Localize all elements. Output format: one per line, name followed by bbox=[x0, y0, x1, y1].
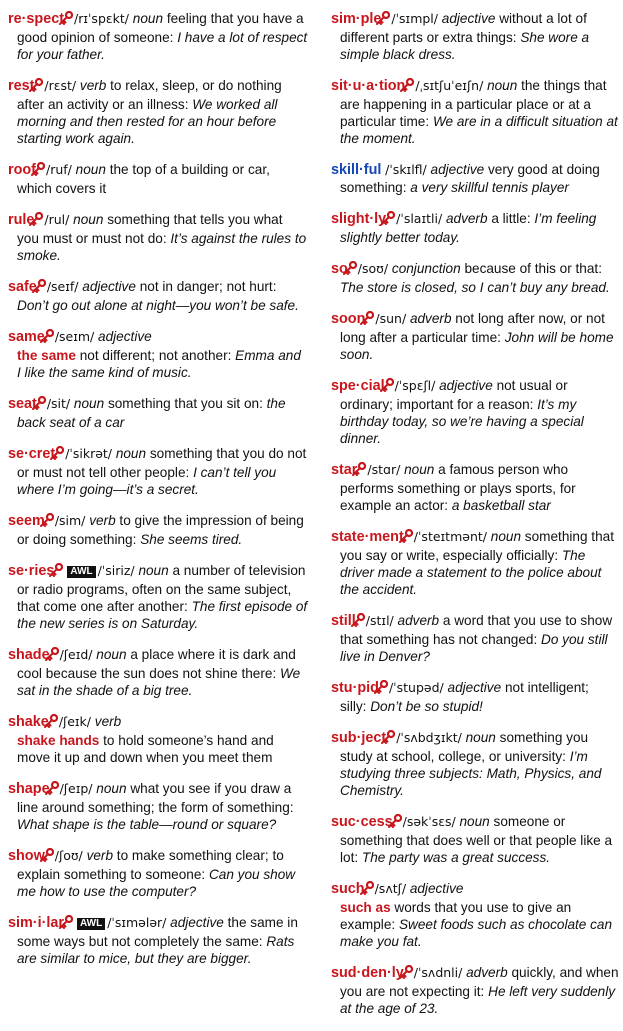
definition: a place where it is dark and cool because the sun does not shine there: bbox=[17, 647, 296, 681]
dictionary-entry bbox=[8, 646, 308, 699]
example: the back seat of a car bbox=[17, 396, 286, 430]
part-of-speech: adjective bbox=[409, 881, 464, 896]
example: She seems tired. bbox=[140, 532, 243, 547]
headword[interactable]: shape bbox=[8, 781, 50, 797]
definition: not in danger; not hurt: bbox=[139, 279, 277, 294]
key-icon bbox=[408, 78, 414, 96]
headword[interactable]: skill·ful bbox=[331, 162, 382, 178]
example: I’m feeling slightly better today. bbox=[340, 211, 597, 245]
definition: the top of a building or car, which covers it bbox=[17, 162, 270, 196]
dictionary-entry bbox=[331, 10, 619, 63]
example: What shape is the table—round or square? bbox=[17, 817, 277, 832]
example: The first episode of the new series is on Saturday. bbox=[17, 599, 308, 631]
key-icon bbox=[368, 311, 374, 329]
pronunciation: /ʃeɪp/ bbox=[59, 781, 93, 796]
key-icon bbox=[389, 211, 395, 229]
example: We worked all morning and then rested for an hour before starting work again. bbox=[17, 97, 278, 146]
part-of-speech: noun bbox=[459, 814, 490, 829]
part-of-speech: adjective bbox=[439, 378, 493, 393]
awl-badge: AWL bbox=[77, 918, 105, 930]
key-icon bbox=[389, 730, 395, 748]
headword[interactable]: sim·ple bbox=[331, 11, 382, 27]
definition: very good at doing something: bbox=[340, 162, 600, 195]
pronunciation: /ˈsʌdnli/ bbox=[413, 965, 463, 980]
example: Don’t be so stupid! bbox=[370, 699, 483, 714]
pronunciation: /ˈsɪmpl/ bbox=[391, 11, 438, 26]
part-of-speech: noun bbox=[404, 462, 435, 477]
key-icon bbox=[48, 329, 54, 347]
part-of-speech: noun bbox=[132, 11, 164, 26]
dictionary-entry bbox=[331, 528, 619, 598]
pronunciation: /ʃoʊ/ bbox=[54, 848, 83, 863]
phrase: the same bbox=[17, 348, 76, 363]
key-icon bbox=[67, 915, 73, 933]
part-of-speech: noun bbox=[115, 446, 147, 461]
key-icon bbox=[407, 529, 413, 547]
headword[interactable]: safe bbox=[8, 279, 37, 295]
pronunciation: /rɛst/ bbox=[44, 78, 77, 93]
pronunciation: /ˈslaɪtli/ bbox=[396, 211, 443, 226]
part-of-speech: conjunction bbox=[391, 261, 461, 276]
example: Don’t go out alone at night—you won’t be safe. bbox=[17, 298, 299, 313]
left-column bbox=[8, 10, 308, 981]
part-of-speech: verb bbox=[94, 714, 122, 729]
example: Can you show me how to use the computer? bbox=[17, 867, 296, 899]
pronunciation: /ˈsʌbdʒɪkt/ bbox=[396, 730, 462, 745]
headword[interactable]: spe·cial bbox=[331, 378, 385, 394]
dictionary-entry bbox=[8, 713, 308, 766]
headword[interactable]: show bbox=[8, 848, 45, 864]
dictionary-entry bbox=[331, 813, 619, 866]
pronunciation: /stɑr/ bbox=[367, 462, 401, 477]
pronunciation: /ˈsikrət/ bbox=[65, 446, 113, 461]
phrase: shake hands bbox=[17, 733, 100, 748]
headword[interactable]: sud·den·ly bbox=[331, 965, 404, 981]
headword[interactable]: seem bbox=[8, 513, 45, 529]
example: We sat in the shade of a big tree. bbox=[17, 666, 301, 698]
dictionary-entry bbox=[331, 964, 619, 1017]
part-of-speech: noun bbox=[465, 730, 496, 745]
dictionary-entry bbox=[331, 310, 619, 363]
part-of-speech: adjective bbox=[447, 680, 502, 695]
dictionary-entry bbox=[8, 562, 308, 632]
key-icon bbox=[382, 680, 388, 698]
headword[interactable]: stu·pid bbox=[331, 680, 379, 696]
key-icon bbox=[368, 881, 374, 899]
part-of-speech: noun bbox=[75, 162, 106, 177]
definition: quickly, and when you are not expecting it: bbox=[340, 965, 619, 999]
dictionary-entry bbox=[8, 211, 308, 264]
part-of-speech: adjective bbox=[441, 11, 496, 26]
example: I’m studying three subjects: Math, Physics, and Chemistry. bbox=[340, 749, 602, 798]
part-of-speech: noun bbox=[73, 212, 104, 227]
key-icon bbox=[57, 563, 63, 581]
pronunciation: /ˈsɪmələr/ bbox=[107, 915, 167, 930]
key-icon bbox=[388, 378, 394, 396]
pronunciation: /səkˈsɛs/ bbox=[402, 814, 456, 829]
dictionary-entry bbox=[331, 729, 619, 799]
definition: something you study at school, college, or university: bbox=[340, 730, 589, 764]
dictionary-entry bbox=[331, 77, 619, 147]
dictionary-entry bbox=[331, 612, 619, 665]
example: John will be home soon. bbox=[340, 330, 614, 362]
part-of-speech: noun bbox=[487, 78, 518, 93]
pronunciation: /rɪˈspɛkt/ bbox=[74, 11, 129, 26]
definition: something that you say or write, especially officially: bbox=[340, 529, 614, 563]
headword[interactable]: sim·i·lar bbox=[8, 915, 64, 931]
pronunciation: /seɪf/ bbox=[46, 279, 79, 294]
pronunciation: /ruf/ bbox=[45, 162, 72, 177]
dictionary-entry bbox=[331, 161, 619, 196]
definition: what you see if you draw a line around something; the form of something: bbox=[17, 781, 294, 815]
part-of-speech: adverb bbox=[397, 613, 440, 628]
headword[interactable]: state·ment bbox=[331, 529, 404, 545]
pronunciation: /sit/ bbox=[46, 396, 71, 411]
dictionary-entry bbox=[331, 461, 619, 514]
pronunciation: /ˈspɛʃl/ bbox=[394, 378, 436, 393]
part-of-speech: verb bbox=[89, 513, 116, 528]
key-icon bbox=[40, 279, 46, 297]
headword[interactable]: se·cret bbox=[8, 446, 56, 462]
example: a very skillful tennis player bbox=[410, 180, 569, 195]
dictionary-entry bbox=[331, 210, 619, 246]
headword[interactable]: slight·ly bbox=[331, 211, 387, 227]
example: It’s my birthday today, so we’re having a special dinner. bbox=[340, 397, 584, 446]
example: We are in a difficult situation at the moment. bbox=[340, 114, 618, 146]
key-icon bbox=[40, 396, 46, 414]
pronunciation: /sun/ bbox=[375, 311, 407, 326]
dictionary-entry bbox=[8, 914, 308, 967]
dictionary-entry bbox=[8, 278, 308, 314]
key-icon bbox=[39, 162, 45, 180]
dictionary-entry bbox=[331, 679, 619, 715]
definition: without a lot of different parts or extra things: bbox=[340, 11, 587, 45]
definition: to make something clear; to explain something to someone: bbox=[17, 848, 284, 882]
pronunciation: /ˌsɪtʃuˈeɪʃn/ bbox=[415, 78, 484, 93]
right-column bbox=[331, 10, 619, 1031]
part-of-speech: noun bbox=[490, 529, 522, 544]
pronunciation: /sim/ bbox=[54, 513, 86, 528]
definition: a famous person who performs something or plays sports, for example an actor: bbox=[340, 462, 576, 513]
part-of-speech: adverb bbox=[466, 965, 508, 980]
definition: to hold someone’s hand and move it up and down when you meet them bbox=[17, 733, 274, 765]
headword[interactable]: star bbox=[331, 462, 358, 478]
pronunciation: /ˈstupəd/ bbox=[388, 680, 444, 695]
headword[interactable]: re·spect bbox=[8, 11, 64, 27]
pronunciation: /ˈsiriz/ bbox=[97, 563, 135, 578]
headword[interactable]: se·ries bbox=[8, 563, 55, 579]
headword[interactable]: rest bbox=[8, 78, 35, 94]
headword[interactable]: soon bbox=[331, 311, 366, 327]
definition: to give the impression of being or doing something: bbox=[17, 513, 304, 547]
pronunciation: /sʌtʃ/ bbox=[374, 881, 407, 896]
dictionary-entry bbox=[8, 847, 308, 900]
part-of-speech: verb bbox=[86, 848, 114, 863]
key-icon bbox=[37, 212, 43, 230]
headword[interactable]: seat bbox=[8, 396, 37, 412]
pronunciation: /rul/ bbox=[44, 212, 70, 227]
headword[interactable]: roof bbox=[8, 162, 36, 178]
definition: a number of television or radio programs, often on the same subject, that come one after another: bbox=[17, 563, 306, 614]
definition: something that you sit on: bbox=[107, 396, 263, 411]
dictionary-entry bbox=[8, 780, 308, 833]
dictionary-entry bbox=[8, 161, 308, 197]
dictionary-entry bbox=[8, 77, 308, 147]
part-of-speech: verb bbox=[79, 78, 107, 93]
headword[interactable]: sit·u·a·tion bbox=[331, 78, 406, 94]
part-of-speech: adjective bbox=[430, 162, 485, 177]
awl-badge: AWL bbox=[67, 566, 95, 578]
dictionary-entry bbox=[8, 512, 308, 548]
pronunciation: /ˈsteɪtmənt/ bbox=[413, 529, 487, 544]
example: Sweet foods such as chocolate can make you fat. bbox=[340, 917, 613, 949]
example: Do you still live in Denver? bbox=[340, 632, 608, 664]
definition: something that tells you what you must or must not do: bbox=[17, 212, 283, 246]
key-icon bbox=[53, 781, 59, 799]
pronunciation: /ˈskɪlfl/ bbox=[385, 162, 427, 177]
key-icon bbox=[67, 11, 73, 29]
headword[interactable]: suc·cess bbox=[331, 814, 393, 830]
definition: a little: bbox=[491, 211, 531, 226]
key-icon bbox=[407, 965, 413, 983]
part-of-speech: adverb bbox=[409, 311, 452, 326]
definition: someone or something that does well or that people like a lot: bbox=[340, 814, 613, 865]
key-icon bbox=[360, 462, 366, 480]
dictionary-entry bbox=[8, 445, 308, 498]
example: The driver made a statement to the police about the accident. bbox=[340, 548, 602, 597]
dictionary-entry bbox=[331, 260, 619, 296]
example: a basketball star bbox=[451, 498, 551, 513]
part-of-speech: adverb bbox=[445, 211, 488, 226]
definition: feeling that you have a good opinion of someone: bbox=[17, 11, 304, 45]
dictionary-entry bbox=[8, 10, 308, 63]
part-of-speech: noun bbox=[73, 396, 105, 411]
definition: not usual or ordinary; important for a reason: bbox=[340, 378, 568, 412]
key-icon bbox=[48, 848, 54, 866]
headword[interactable]: shade bbox=[8, 647, 50, 663]
part-of-speech: adjective bbox=[82, 279, 136, 294]
part-of-speech: noun bbox=[96, 781, 127, 796]
definition: because of this or that: bbox=[464, 261, 602, 276]
headword[interactable]: same bbox=[8, 329, 45, 345]
definition: words that you use to give an example: bbox=[340, 900, 572, 932]
definition: something that you do not or must not tell other people: bbox=[17, 446, 307, 480]
key-icon bbox=[396, 814, 402, 832]
definition: the same in some ways but not completely the same: bbox=[17, 915, 298, 949]
example: I can’t tell you where I’m going—it’s a secret. bbox=[17, 465, 277, 497]
phrase: such as bbox=[340, 900, 391, 915]
definition: to relax, sleep, or do nothing after an activity or an illness: bbox=[17, 78, 282, 112]
definition: a word that you use to show that something has not changed: bbox=[340, 613, 613, 647]
example: Rats are similar to mice, but they are bigger. bbox=[17, 934, 295, 966]
key-icon bbox=[37, 78, 43, 96]
headword[interactable]: rule bbox=[8, 212, 35, 228]
key-icon bbox=[351, 261, 357, 279]
headword[interactable]: still bbox=[331, 613, 356, 629]
pronunciation: /ʃeɪd/ bbox=[59, 647, 93, 662]
example: I have a lot of respect for your father. bbox=[17, 30, 308, 62]
example: She wore a simple black dress. bbox=[340, 30, 590, 62]
pronunciation: /ʃeɪk/ bbox=[58, 714, 92, 729]
part-of-speech: noun bbox=[138, 563, 169, 578]
headword[interactable]: such bbox=[331, 881, 365, 897]
example: The party was a great success. bbox=[361, 850, 551, 865]
key-icon bbox=[384, 11, 390, 29]
example: Emma and I like the same kind of music. bbox=[17, 348, 301, 380]
pronunciation: /soʊ/ bbox=[357, 261, 389, 276]
key-icon bbox=[48, 513, 54, 531]
headword[interactable]: sub·ject bbox=[331, 730, 387, 746]
part-of-speech: noun bbox=[96, 647, 127, 662]
key-icon bbox=[53, 647, 59, 665]
key-icon bbox=[359, 613, 365, 631]
dictionary-entry bbox=[331, 377, 619, 447]
definition: not intelligent; silly: bbox=[340, 680, 589, 714]
example: The store is closed, so I can’t buy any bread. bbox=[340, 280, 610, 295]
headword[interactable]: so bbox=[331, 261, 348, 277]
dictionary-entry bbox=[8, 328, 308, 381]
example: He left very suddenly at the age of 23. bbox=[340, 984, 616, 1016]
key-icon bbox=[58, 446, 64, 464]
definition: not long after now, or not long after a particular time: bbox=[340, 311, 605, 345]
key-icon bbox=[52, 714, 58, 732]
pronunciation: /seɪm/ bbox=[54, 329, 95, 344]
definition: not different; not another: bbox=[79, 348, 232, 363]
example: It’s against the rules to smoke. bbox=[17, 231, 307, 263]
headword[interactable]: shake bbox=[8, 714, 49, 730]
dictionary-entry bbox=[8, 395, 308, 431]
part-of-speech: adjective bbox=[170, 915, 224, 930]
pronunciation: /stɪl/ bbox=[365, 613, 394, 628]
part-of-speech: adjective bbox=[98, 329, 152, 344]
dictionary-entry bbox=[331, 880, 619, 950]
definition: the things that are happening in a particular place or at a particular time: bbox=[340, 78, 607, 129]
